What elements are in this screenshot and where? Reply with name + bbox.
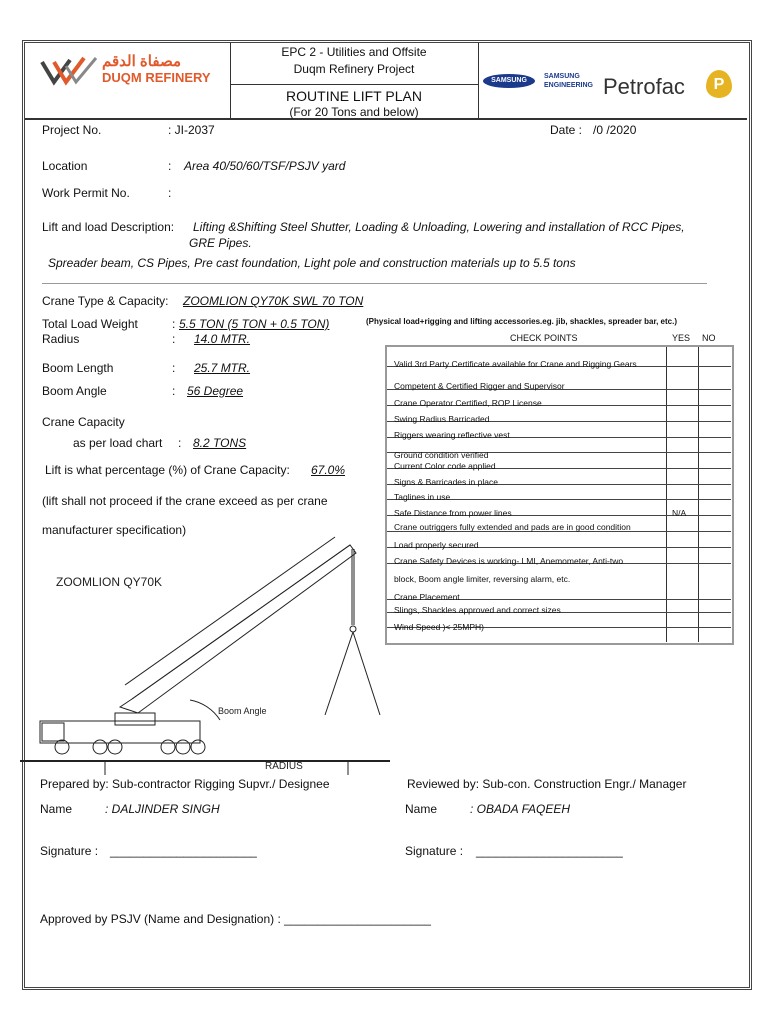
load-chart-sep: : <box>178 436 182 450</box>
duqm-chevron-icon <box>40 56 100 86</box>
rev-name-value: : OBADA FAQEEH <box>470 802 571 816</box>
crane-diagram <box>20 535 390 785</box>
boom-length-label: Boom Length <box>42 361 114 375</box>
radius-value: 14.0 MTR. <box>194 332 251 346</box>
crane-type-label: Crane Type & Capacity: <box>42 294 169 308</box>
samsung-engineering-logo: SAMSUNG ENGINEERING <box>544 73 594 89</box>
percentage-label: Lift is what percentage (%) of Crane Capacity: <box>45 463 290 477</box>
duqm-logo <box>40 53 211 91</box>
load-desc-1: Lifting &Shifting Steel Shutter, Loading & Unloading, Lowering and installation of RCC Pipes, <box>193 220 685 234</box>
radius-diagram-label: RADIUS <box>265 761 303 772</box>
prep-signature-field[interactable]: ______________________ <box>110 844 257 858</box>
checklist-item: Crane Safety Devices is working- LMI, Anemometer, Anti-two <box>394 556 624 566</box>
project-line-2: Duqm Refinery Project <box>293 62 415 76</box>
crane-capacity-label: Crane Capacity <box>42 415 125 429</box>
location-value: Area 40/50/60/TSF/PSJV yard <box>184 159 346 173</box>
radius-sep: : <box>172 332 176 346</box>
prep-signature-label: Signature : <box>40 844 99 858</box>
checklist-item: Safe Distance from power lines <box>394 508 512 518</box>
prep-name-value: : DALJINDER SINGH <box>105 802 220 816</box>
checklist-item: Competent & Certified Rigger and Supervisor <box>394 381 565 391</box>
permit-sep: : <box>168 186 172 200</box>
project-no-label: Project No. <box>42 123 102 137</box>
total-load-label: Total Load Weight <box>42 317 138 331</box>
note-line-1: (lift shall not proceed if the crane exceed as per crane <box>42 494 328 508</box>
permit-label: Work Permit No. <box>42 186 130 200</box>
logo-arabic: مصفاة الدقم <box>102 53 181 70</box>
load-chart-value: 8.2 TONS <box>193 436 247 450</box>
rev-signature-label: Signature : <box>405 844 464 858</box>
petrofac-drop-icon: P <box>706 70 732 98</box>
checklist-item: Wind Speed )< 25MPH) <box>394 622 484 632</box>
project-line-1: EPC 2 - Utilities and Offsite <box>281 45 427 59</box>
prep-name-label: Name <box>40 802 73 816</box>
boom-angle-diagram-label: Boom Angle <box>218 706 267 716</box>
checklist-item: Crane Placement <box>394 592 460 602</box>
note-line-2: manufacturer specification) <box>42 523 187 537</box>
checklist-item: Load properly secured <box>394 540 479 550</box>
project-no-value: : JI-2037 <box>168 123 215 137</box>
doc-subtitle: (For 20 Tons and below) <box>289 105 419 119</box>
boom-length-sep: : <box>172 361 176 375</box>
petrofac-logo: Petrofac <box>603 74 685 99</box>
load-desc-3: Spreader beam, CS Pipes, Pre cast foundation, Light pole and construction materials up to 5.5 tons <box>48 256 576 270</box>
rev-signature-field[interactable]: ______________________ <box>476 844 623 858</box>
checklist-item: Ground condition verified <box>394 450 489 460</box>
date-value: /0 /2020 <box>593 123 637 137</box>
checklist-item: Current Color code applied <box>394 461 496 471</box>
logo-text: DUQM REFINERY <box>102 70 211 85</box>
prepared-by-label: Prepared by: Sub-contractor Rigging Supvr./ Designee <box>40 777 330 791</box>
checklist-item: Crane Operator Certified, ROP License <box>394 398 542 408</box>
checklist-header: CHECK POINTS <box>510 333 578 343</box>
date-label: Date : <box>550 123 583 137</box>
boom-angle-label: Boom Angle <box>42 384 107 398</box>
load-desc-2: GRE Pipes. <box>189 236 252 250</box>
samsung-logo: SAMSUNG <box>483 74 535 88</box>
checklist-item: Swing Radius Barricaded <box>394 414 490 424</box>
checklist-item: block, Boom angle limiter, reversing alarm, etc. <box>394 574 571 584</box>
yes-header: YES <box>672 333 691 343</box>
radius-label: Radius <box>42 332 80 346</box>
total-load-value: 5.5 TON (5 TON + 0.5 TON) <box>179 317 330 331</box>
checklist-item: Taglines in use <box>394 492 451 502</box>
checklist-note: (Physical load+rigging and lifting accessories.eg. jib, shackles, spreader bar, etc.) <box>366 317 678 326</box>
approved-by: Approved by PSJV (Name and Designation) : ______________________ <box>40 912 431 926</box>
checklist-item: Crane outriggers fully extended and pads are in good condition <box>394 522 631 532</box>
boom-length-value: 25.7 MTR. <box>194 361 251 375</box>
location-label: Location <box>42 159 88 173</box>
boom-angle-sep: : <box>172 384 176 398</box>
checklist-item: Slings, Shackles approved and correct sizes <box>394 605 561 615</box>
checklist-item: Signs & Barricades in place <box>394 477 498 487</box>
crane-type-value: ZOOMLION QY70K SWL 70 TON <box>183 294 364 308</box>
no-header: NO <box>702 333 716 343</box>
load-chart-label: as per load chart <box>73 436 163 450</box>
crane-model-label: ZOOMLION QY70K <box>56 575 163 589</box>
checklist-item: Riggers wearing reflective vest <box>394 430 510 440</box>
load-desc-label: Lift and load Description: <box>42 220 175 234</box>
percentage-value: 67.0% <box>311 463 346 477</box>
checklist-yes-cell[interactable]: N/A <box>672 508 687 518</box>
checklist-item: Valid 3rd Party Certificate available for Crane and Rigging Gears <box>394 359 637 369</box>
location-sep: : <box>168 159 172 173</box>
rev-name-label: Name <box>405 802 438 816</box>
reviewed-by-label: Reviewed by: Sub-con. Construction Engr./ Manager <box>407 777 687 791</box>
doc-title: ROUTINE LIFT PLAN <box>286 88 422 104</box>
total-load-sep: : <box>172 317 176 331</box>
boom-angle-value: 56 Degree <box>187 384 244 398</box>
